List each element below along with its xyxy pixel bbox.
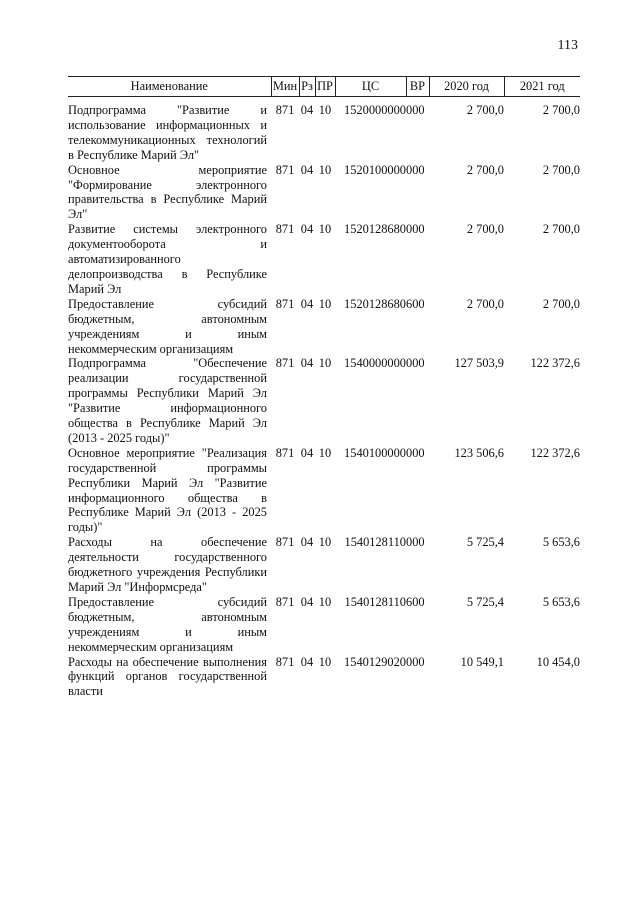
row-2021-cell: 2 700,0 <box>542 296 580 311</box>
row-vr-cell: 000 <box>406 445 425 460</box>
row-name-cell: Основное мероприятие "Формирование электронного правительства в Республике Марий Эл" <box>68 162 267 222</box>
row-name-cell: Расходы на обеспечение деятельности государственного бюджетного учреждения Республики Марий Эл "Информсреда" <box>68 535 267 594</box>
row-name-cell: Расходы на обеспечение выполнения функций органов государственной власти <box>68 654 267 699</box>
row-2021-cell: 2 700,0 <box>542 103 580 117</box>
row-2020-cell: 10 549,1 <box>460 654 504 669</box>
row-2020-cell: 123 506,6 <box>454 445 504 460</box>
row-vr-cell: 000 <box>406 535 425 550</box>
row-name-cell: Подпрограмма "Развитие и использование информационных и телекоммуникационных технологий в Республике Марий Эл" <box>68 103 267 162</box>
budget-table <box>68 76 580 699</box>
row-2021-cell: 5 653,6 <box>542 535 580 550</box>
row-cs-cell: 1520000000 <box>344 103 406 117</box>
header-2020: 2020 год <box>429 77 504 97</box>
row-cs-cell: 1540100000 <box>344 445 406 460</box>
row-min-cell: 871 <box>275 356 295 371</box>
row-cs-cell: 1540129020 <box>344 654 406 669</box>
row-2021-cell: 2 700,0 <box>542 222 580 237</box>
row-2020-cell: 2 700,0 <box>466 296 504 311</box>
row-pr-cell: 10 <box>318 445 332 460</box>
header-cs: ЦС <box>335 77 406 97</box>
table-body <box>68 97 580 700</box>
row-cs-cell: 1540128110 <box>344 535 406 550</box>
row-pr-cell: 10 <box>318 296 332 311</box>
row-rz-cell: 04 <box>300 654 314 669</box>
row-min-cell: 871 <box>275 535 295 550</box>
row-pr-cell: 10 <box>318 535 332 550</box>
row-2020-cell: 5 725,4 <box>466 535 504 550</box>
row-name-cell: Предоставление субсидий бюджетным, автономным учреждениям и иным некоммерческим организациям <box>68 296 267 356</box>
row-2020-cell: 5 725,4 <box>466 594 504 609</box>
row-min-cell: 871 <box>275 222 295 237</box>
row-vr-cell: 000 <box>406 356 425 371</box>
row-rz-cell: 04 <box>300 162 314 177</box>
row-2021-cell: 2 700,0 <box>542 162 580 177</box>
row-min-cell: 871 <box>275 296 295 311</box>
row-pr-cell: 10 <box>318 222 332 237</box>
row-min-cell: 871 <box>275 445 295 460</box>
table-row <box>68 595 580 655</box>
row-name-cell: Предоставление субсидий бюджетным, автономным учреждениям и иным некоммерческим организациям <box>68 594 267 654</box>
header-min: Мин <box>271 77 299 97</box>
row-rz-cell: 04 <box>300 222 314 237</box>
header-name: Наименование <box>68 77 271 97</box>
row-name-cell: Основное мероприятие "Реализация государственной программы Республики Марий Эл "Развитие информационного общества в Республике Марий Эл (2013 - 2025 годы)" <box>68 445 267 535</box>
header-pr: ПР <box>315 77 335 97</box>
row-2020-cell: 2 700,0 <box>466 103 504 117</box>
row-pr-cell: 10 <box>318 356 332 371</box>
row-name-cell: Подпрограмма "Обеспечение реализации государственной программы Республики Марий Эл "Развитие информационного общества в Республике Марий Эл (2013 - 2025 годы)" <box>68 356 267 445</box>
row-rz-cell: 04 <box>300 535 314 550</box>
row-2020-cell: 2 700,0 <box>466 222 504 237</box>
table-header <box>68 77 580 97</box>
page-number: 113 <box>557 38 578 53</box>
row-vr-cell: 600 <box>406 594 425 609</box>
row-vr-cell: 600 <box>406 296 425 311</box>
table-row <box>68 222 580 297</box>
row-cs-cell: 1520128680 <box>344 222 406 237</box>
row-2020-cell: 127 503,9 <box>454 356 504 371</box>
table-row <box>68 356 580 445</box>
row-vr-cell: 000 <box>406 654 425 669</box>
row-2021-cell: 5 653,6 <box>542 594 580 609</box>
row-min-cell: 871 <box>275 103 295 117</box>
header-rz: Рз <box>299 77 315 97</box>
row-cs-cell: 1520100000 <box>344 162 406 177</box>
row-min-cell: 871 <box>275 654 295 669</box>
row-2021-cell: 122 372,6 <box>530 356 580 371</box>
table-row <box>68 655 580 700</box>
row-2020-cell: 2 700,0 <box>466 162 504 177</box>
row-cs-cell: 1520128680 <box>344 296 406 311</box>
table-row <box>68 535 580 595</box>
row-2021-cell: 122 372,6 <box>530 445 580 460</box>
table-row <box>68 297 580 357</box>
row-min-cell: 871 <box>275 594 295 609</box>
row-vr-cell: 000 <box>406 222 425 237</box>
row-rz-cell: 04 <box>300 356 314 371</box>
row-cs-cell: 1540000000 <box>344 356 406 371</box>
row-name-cell: Развитие системы электронного документооборота и автоматизированного делопроизводства в Республике Марий Эл <box>68 222 267 296</box>
row-vr-cell: 000 <box>406 162 425 177</box>
row-rz-cell: 04 <box>300 445 314 460</box>
row-rz-cell: 04 <box>300 296 314 311</box>
table-row <box>68 163 580 223</box>
row-pr-cell: 10 <box>318 162 332 177</box>
row-pr-cell: 10 <box>318 103 332 117</box>
row-rz-cell: 04 <box>300 594 314 609</box>
row-vr-cell: 000 <box>406 103 425 117</box>
header-2021: 2021 год <box>504 77 580 97</box>
header-vr: ВР <box>406 77 429 97</box>
row-rz-cell: 04 <box>300 103 314 117</box>
row-min-cell: 871 <box>275 162 295 177</box>
table-row <box>68 446 580 535</box>
row-pr-cell: 10 <box>318 594 332 609</box>
row-2021-cell: 10 454,0 <box>536 654 580 669</box>
row-cs-cell: 1540128110 <box>344 594 406 609</box>
row-pr-cell: 10 <box>318 654 332 669</box>
table-row <box>68 97 580 163</box>
